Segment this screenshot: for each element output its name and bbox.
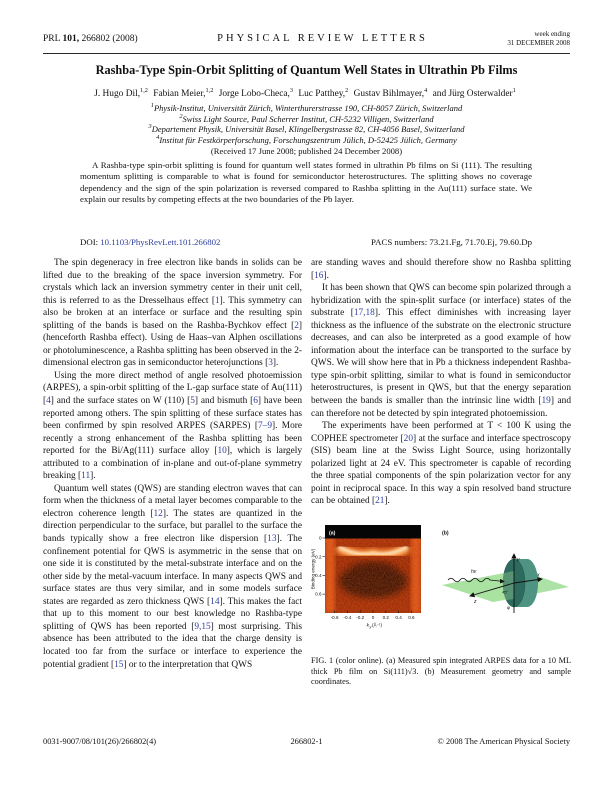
photon-label: hν	[471, 568, 477, 575]
page-footer	[43, 737, 570, 746]
page-number: 266802-1	[290, 737, 323, 746]
doi-label: DOI:	[80, 237, 101, 247]
x-tick: -0.4	[343, 614, 352, 620]
journal-ref-suffix: 266802 (2008)	[79, 33, 138, 44]
x-tick: 0.6	[408, 614, 415, 620]
journal-name: PHYSICAL REVIEW LETTERS	[217, 33, 428, 44]
affiliation: $^1$Physik-Institut, Universität Zürich, Winterthurerstrasse 190, CH-8057 Zürich, Switzerland	[150, 102, 463, 113]
x-label: x	[537, 572, 540, 579]
y-axis-label: Binding energy (eV)	[311, 548, 316, 590]
affiliation: $^2$Swiss Light Source, Paul Scherrer Institut, CH-5232 Villigen, Switzerland	[179, 112, 434, 124]
panel-a-tag: (a)	[329, 530, 336, 537]
author: Jorge Lobo-Checa,$^3$	[218, 86, 294, 99]
x-tick: -0.2	[356, 614, 365, 620]
page-title: Rashba-Type Spin-Orbit Splitting of Quantum Well States in Ultrathin Pb Films	[95, 63, 518, 77]
author: Fabian Meier,$^{1,2}$	[153, 86, 214, 99]
y-tick: 0.4	[315, 572, 322, 578]
authors-line	[33, 86, 580, 99]
figure-1	[311, 521, 571, 687]
week-ending-label: week ending	[534, 30, 570, 38]
doi-pacs-row	[80, 237, 532, 247]
y-label: y	[517, 556, 520, 563]
phi-label: φ	[507, 604, 510, 610]
paragraph: It has been shown that QWS can become spin polarized through a hybridization with the spin-split surface (or interface) states of the substrate [17,18]. This effect diminishes with increasing layer thickness as the influence of the substrate on the electronic structure decreases, and can also be interpreted as a good example of how information about the interface can be transported to the surface by QWS. We will show here that in Pb a thickness independent Rashba-type spin-orbit splitting, similar to what is found in semiconductor heterostructures, is present in QWS, but that the energy separation between the bands is smaller than the intrinsic line width [19] and can therefore not be detected by spin integrated photoemission.	[311, 283, 571, 419]
figure-caption: FIG. 1 (color online). (a) Measured spin integrated ARPES data for a 10 ML thick Pb film on Si(111)√3. (b) Measurement geometry and sample coordinates.	[311, 656, 571, 687]
author: Gustav Bihlmayer,$^4$	[353, 86, 428, 99]
y-tick: 0.2	[315, 554, 322, 560]
paragraph: Quantum well states (QWS) are standing electron waves that can form when the thickness of a metal layer becomes comparable to the electron coherence length [12]. The states are quantized in the direction perpendicular to the surface, but parallel to the surface the bands typically show a free electron like dispersion [13]. The confinement potential for QWS is asymmetric in the sense that on one side it is constituted by the metal-substrate interface and on the other side by the metal-vacuum interface. In many aspects QWS and surface states are thus very similar, and in some models surface states are regarded as zero thickness QWS [14]. This makes the fact that up to this moment to our best knowledge no Rashba-type splitting of QWS has been reported [9,15] most surprising. This absence has been attributed to the idea that the charge density is located too far from the surface or interface to experience the potential gradient [15] or to the interpretation that QWS	[43, 483, 303, 670]
doi-line	[80, 237, 220, 247]
y-tick: 0.6	[315, 591, 322, 597]
issue-date: 31 DECEMBER 2008	[507, 38, 570, 47]
author: J. Hugo Dil,$^{1,2}$	[94, 86, 148, 99]
issue-date-block	[507, 30, 570, 47]
x-axis-label-unit: (Å⁻¹)	[372, 622, 383, 628]
copyright: © 2008 The American Physical Society	[437, 737, 571, 746]
paragraph: are standing waves and should therefore show no Rashba splitting [16].	[311, 258, 571, 281]
angle-label: 45°	[502, 589, 509, 595]
z-label: z	[474, 598, 477, 605]
affiliation: $^3$Departement Physik, Universität Basel, Klingelbergstrasse 82, CH-4056 Basel, Switzerland	[148, 123, 465, 135]
x-tick: -0.6	[330, 614, 339, 620]
doi-link[interactable]: 10.1103/PhysRevLett.101.266802	[100, 237, 221, 247]
x-tick: 0.4	[395, 614, 402, 620]
panel-b-tag: (b)	[442, 530, 449, 537]
received-line: (Received 17 June 2008; published 24 December 2008)	[210, 146, 403, 156]
geometry-diagram	[442, 530, 569, 613]
paragraph: The spin degeneracy in free electron like bands in solids can be lifted due to the breaking of the space inversion symmetry. For crystals which lack an inversion symmetry center in their unit cell, this is referred to as the Dresselhaus effect [1]. This symmetry can also be broken at an interface or surface and the resulting spin splitting of the bands is based on the Rashba-Bychkov effect [2] (henceforth Rashba effect). Using de Haas–van Alphen oscillations or photoluminescence, a Rashba splitting has been observed in the 2-dimensional electron gas in semiconductor heterojunctions [3].	[43, 258, 302, 369]
y-tick: 0	[318, 535, 322, 541]
x-tick: 0.2	[382, 614, 389, 620]
author: and Jürg Osterwalder$^1$	[432, 86, 516, 99]
x-axis-label-sub: y	[369, 624, 372, 629]
journal-ref-prefix: PRL	[43, 33, 63, 44]
author: Luc Patthey,$^2$	[298, 86, 349, 99]
x-axis-label-base: k	[366, 623, 369, 629]
journal-volume: 101,	[62, 33, 80, 44]
paragraph: Using the more direct method of angle resolved photoemission (ARPES), a spin-orbit splitting of the L-gap surface state of Au(111) [4] and the surface states on W (110) [5] and bismuth [6] have been reported among others. The spin splitting of these surface states has been confirmed by spin resolved ARPES (SARPES) [7–9]. More recently a strong enhancement of the Rashba splitting has been reported for the Bi/Ag(111) surface alloy [10], which is largely attributed to a combination of in-plane and out-of-plane symmetry breaking [11].	[43, 370, 303, 482]
x-tick: 0	[371, 614, 375, 620]
pacs-numbers: PACS numbers: 73.21.Fg, 71.70.Ej, 79.60.Dp	[371, 237, 532, 247]
arpes-plot	[311, 525, 421, 629]
page-header	[43, 30, 570, 47]
affiliations	[43, 103, 570, 145]
body-column-left	[43, 257, 302, 671]
paragraph: The experiments have been performed at T < 100 K using the COPHEE spectrometer [20] at the surface and interface spectroscopy (SIS) beam line at the Swiss Light Source, using horizontally polarized light at 24 eV. This spectrometer is capable of recording the three spatial components of the spin polarization vector for any point in reciprocal space. In this way a spin resolved band structure can be obtained [21].	[311, 421, 571, 507]
abstract: A Rashba-type spin-orbit splitting is found for quantum well states formed in ultrathin Pb films on Si (111). The resulting momentum splitting is comparable to what is found for semiconductor heterostructures. The splitting shows no coverage dependency and the sign of the spin polarization is reversed compared to Rashba splitting in the Au(111) surface state. We explain our results by competing effects at the two boundaries of the Pb layer.	[80, 160, 532, 204]
body-column-right	[311, 257, 571, 687]
figure-1-graphic	[311, 521, 571, 645]
journal-ref	[43, 34, 138, 44]
affiliation: $^4$Institut für Festkörperforschung, Forschungszentrum Jülich, D-52425 Jülich, Germany	[156, 133, 457, 145]
issn-codes: 0031-9007/08/101(26)/266802(4)	[43, 737, 157, 746]
header-rule	[43, 53, 570, 54]
